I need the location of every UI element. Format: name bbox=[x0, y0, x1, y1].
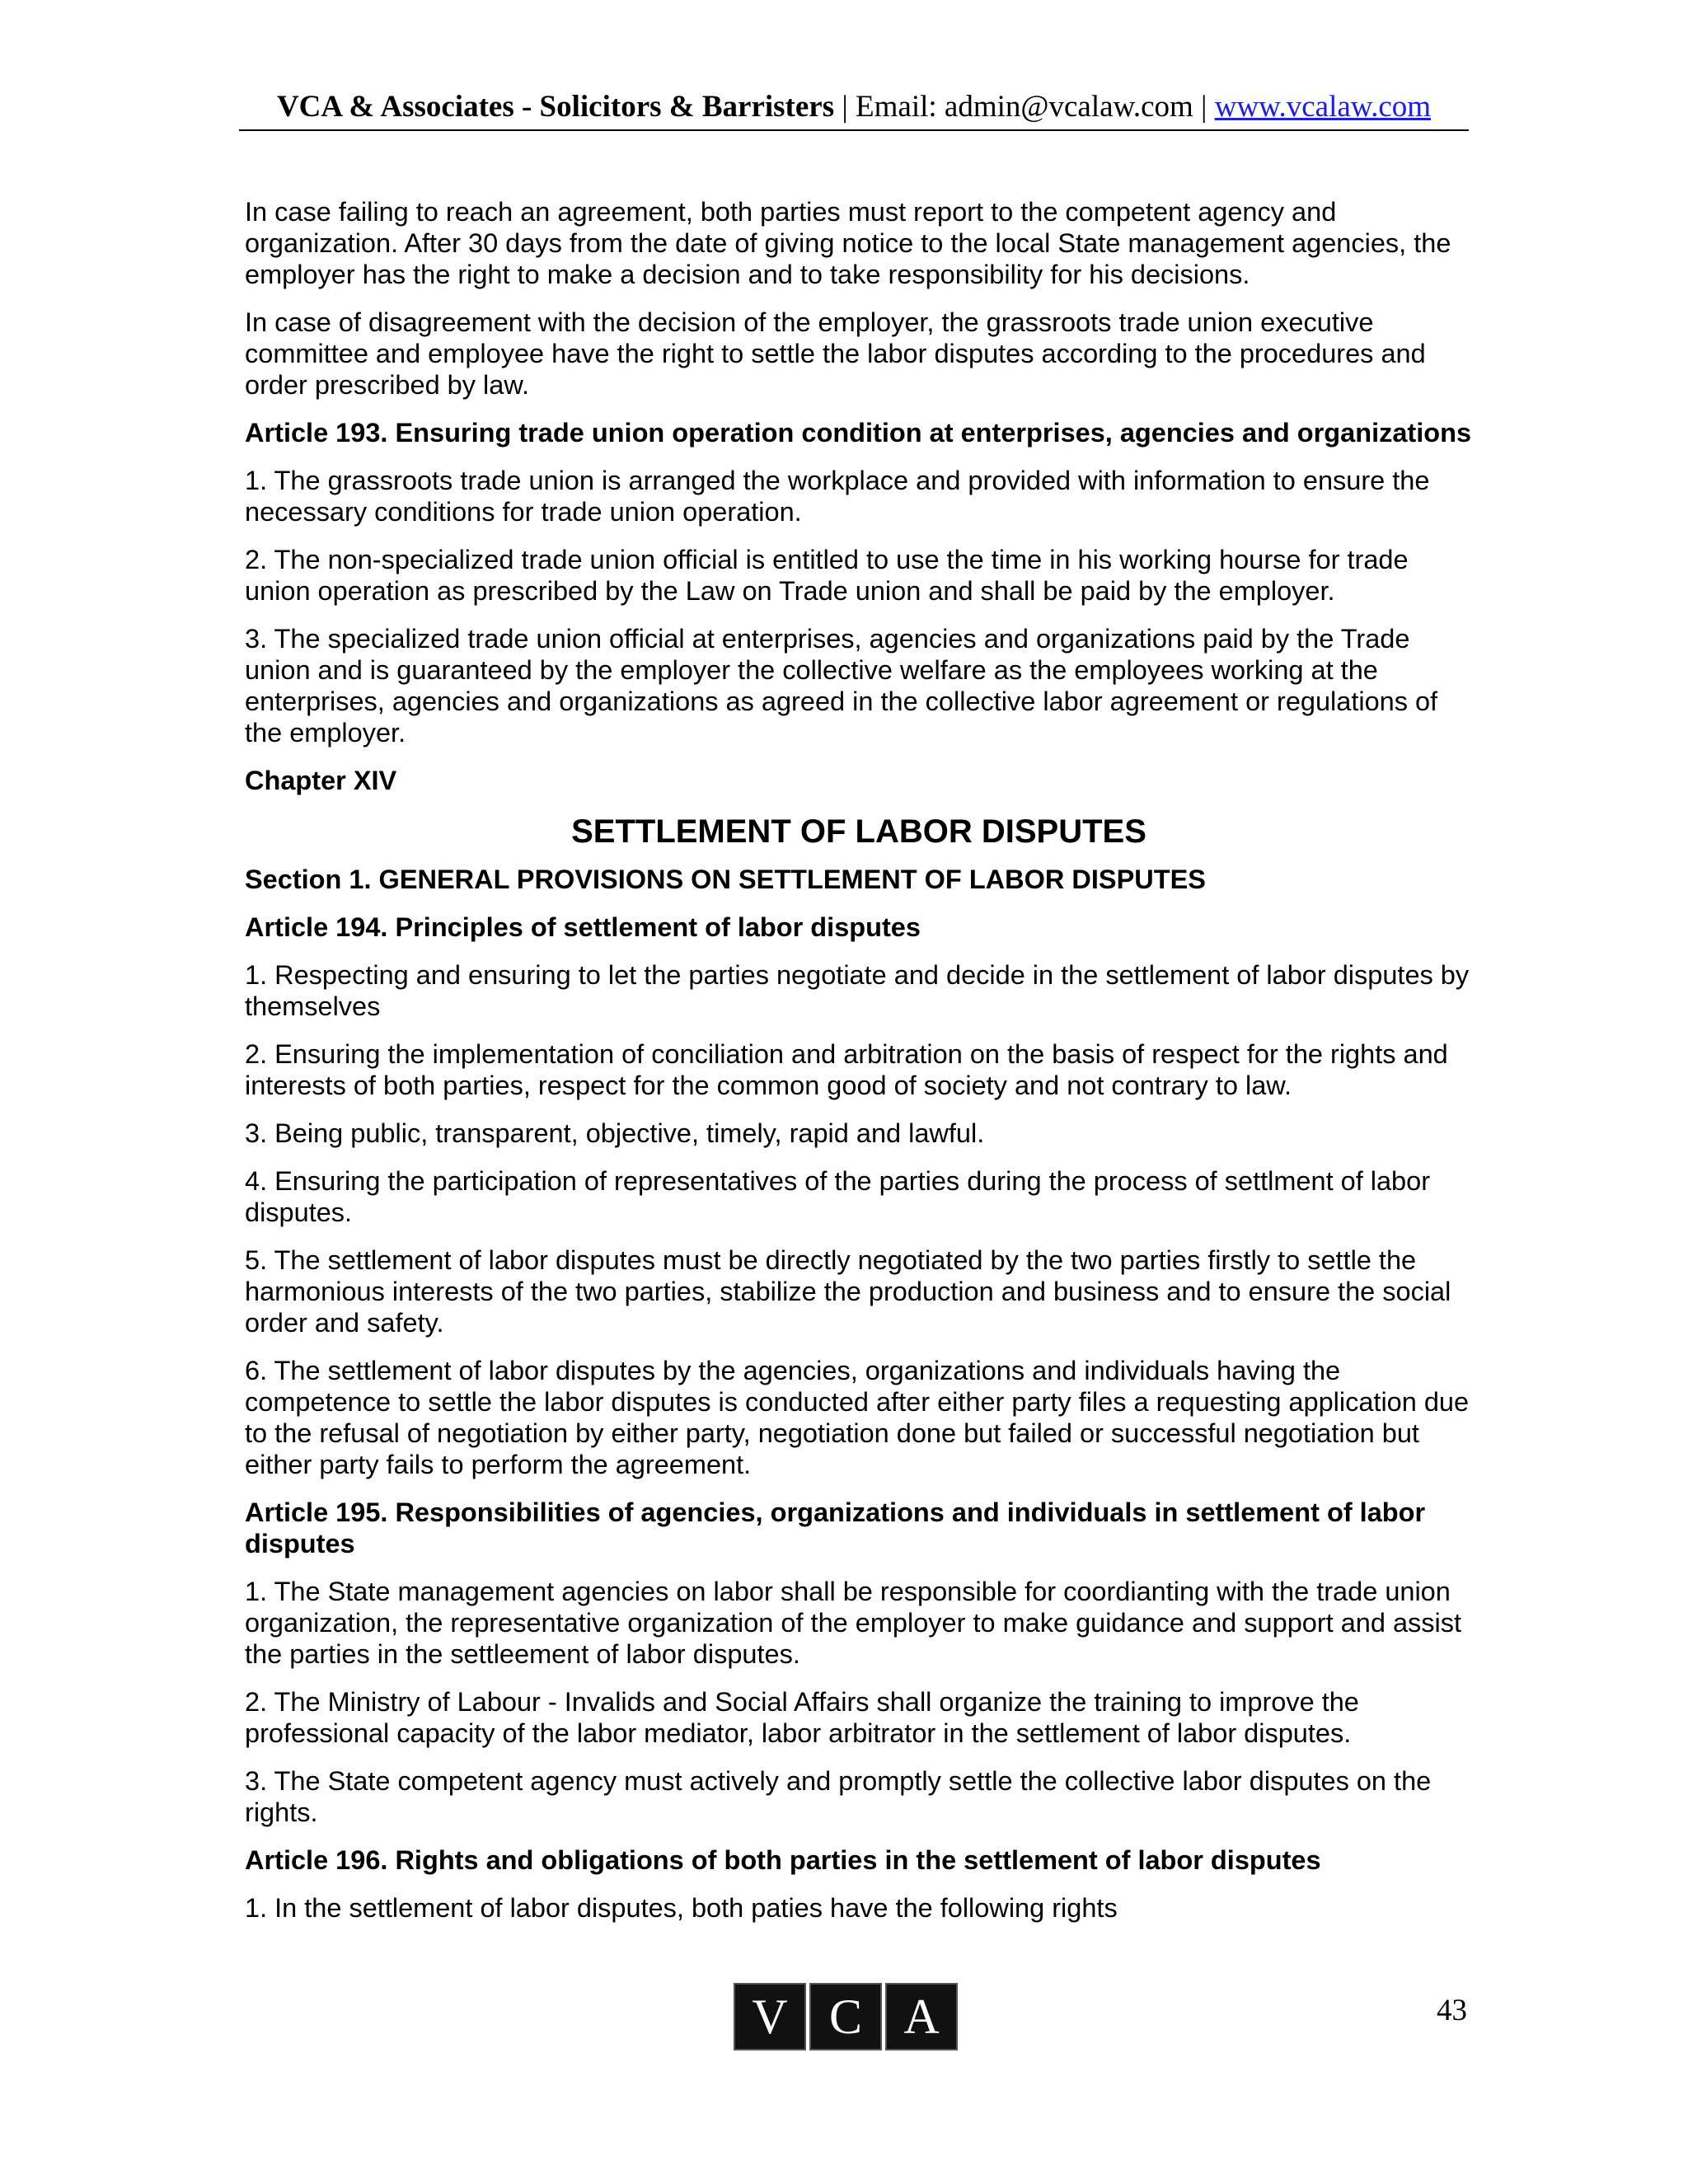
article-heading: Article 194. Principles of settlement of labor disputes bbox=[245, 912, 921, 942]
clause: 1. The State management agencies on labor shall be responsible for coordianting with the trade union organization, the representative organization of the employer to make guidance and support and assist the parties in the settleement of labor disputes. bbox=[245, 1577, 1462, 1669]
clause: 3. The State competent agency must actively and promptly settle the collective labor disputes on the rights. bbox=[245, 1766, 1432, 1827]
clause: 1. Respecting and ensuring to let the parties negotiate and decide in the settlement of labor disputes by themselves bbox=[245, 960, 1470, 1021]
clause: 3. The specialized trade union official at enterprises, agencies and organizations paid by the Trade union and is guaranteed by the employer the collective welfare as the employees working at the enterprises, agencies and organizations as agreed in the collective labor agreement or regulations of the employer. bbox=[245, 624, 1438, 748]
clause: 6. The settlement of labor disputes by the agencies, organizations and individuals having the competence to settle the labor disputes is conducted after either party files a requesting application due to the refusal of negotiation by either party, negotiation done but failed or successful negotiation but either party fails to perform the agreement. bbox=[245, 1356, 1470, 1479]
clause: 4. Ensuring the participation of representatives of the parties during the process of settlment of labor disputes. bbox=[245, 1166, 1431, 1227]
page-number: 43 bbox=[1437, 1994, 1467, 2027]
article-heading: Article 195. Responsibilities of agencies, organizations and individuals in settlement of labor disputes bbox=[245, 1497, 1426, 1558]
vca-logo bbox=[734, 1983, 958, 2050]
header-email: Email: admin@vcalaw.com bbox=[856, 90, 1193, 124]
clause: 2. Ensuring the implementation of conciliation and arbitration on the basis of respect for the rights and interests of both parties, respect for the common good of society and not contrary to law. bbox=[245, 1039, 1448, 1100]
logo-letter-a: A bbox=[885, 1983, 958, 2050]
page-header bbox=[239, 89, 1469, 131]
header-separator: | bbox=[1193, 90, 1215, 124]
clause: 1. In the settlement of labor disputes, both paties have the following rights bbox=[245, 1893, 1118, 1923]
document-body bbox=[245, 196, 1473, 1940]
paragraph: In case of disagreement with the decision of the employer, the grassroots trade union executive committee and employee have the right to settle the labor disputes according to the procedures and order prescribed by law. bbox=[245, 307, 1426, 400]
clause: 1. The grassroots trade union is arranged the workplace and provided with information to ensure the necessary conditions for trade union operation. bbox=[245, 466, 1430, 527]
website-link[interactable]: www.vcalaw.com bbox=[1214, 90, 1432, 124]
article-heading: Article 193. Ensuring trade union operation condition at enterprises, agencies and organizations bbox=[245, 418, 1472, 448]
logo-letter-c: C bbox=[809, 1983, 882, 2050]
paragraph: In case failing to reach an agreement, both parties must report to the competent agency and organization. After 30 days from the date of giving notice to the local State management agencies, the employer has the right to make a decision and to take responsibility for his decisions. bbox=[245, 197, 1451, 289]
header-separator: | bbox=[834, 90, 856, 124]
chapter-title: SETTLEMENT OF LABOR DISPUTES bbox=[571, 813, 1146, 850]
logo-letter-v: V bbox=[734, 1983, 806, 2050]
firm-name: VCA & Associates - Solicitors & Barristers bbox=[276, 90, 835, 124]
clause: 3. Being public, transparent, objective, timely, rapid and lawful. bbox=[245, 1118, 985, 1148]
clause: 2. The Ministry of Labour - Invalids and Social Affairs shall organize the training to improve the professional capacity of the labor mediator, labor arbitrator in the settlement of labor disputes. bbox=[245, 1687, 1359, 1748]
clause: 2. The non-specialized trade union official is entitled to use the time in his working hourse for trade union operation as prescribed by the Law on Trade union and shall be paid by the employer. bbox=[245, 545, 1409, 606]
article-heading: Article 196. Rights and obligations of both parties in the settlement of labor disputes bbox=[245, 1845, 1321, 1875]
chapter-label: Chapter XIV bbox=[245, 766, 397, 795]
section-heading: Section 1. GENERAL PROVISIONS ON SETTLEMENT OF LABOR DISPUTES bbox=[245, 865, 1206, 894]
clause: 5. The settlement of labor disputes must be directly negotiated by the two parties firstly to settle the harmonious interests of the two parties, stabilize the production and business and to ensure the social order and safety. bbox=[245, 1245, 1451, 1338]
